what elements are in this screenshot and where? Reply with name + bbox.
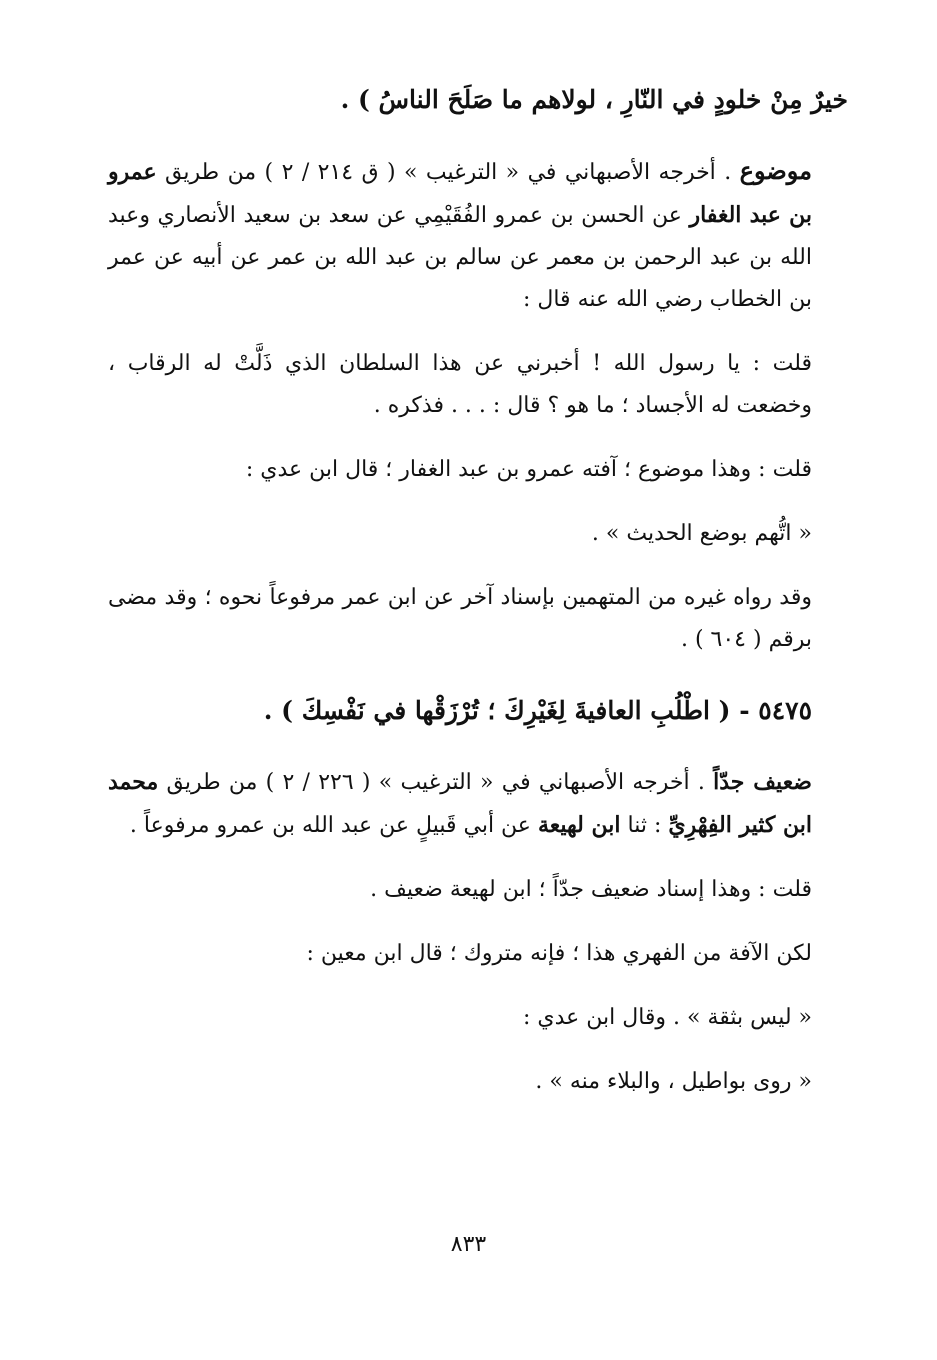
hadith-grade: موضوع <box>739 156 813 185</box>
takhrij-text: . أخرجه الأصبهاني في « الترغيب » ( ق ٢١٤ / ٢ ) من طريق <box>165 160 732 185</box>
author-comment-2: لكن الآفة من الفهري هذا ؛ فإنه متروك ؛ قال ابن معين : <box>306 941 812 966</box>
author-comment: قلت : وهذا موضوع ؛ آفته عمرو بن عبد الغفار ؛ قال ابن عدي : <box>245 457 812 482</box>
hadith-grade: ضعيف جدّاً <box>713 769 812 795</box>
quoted-verdict-2: « روى بواطيل ، والبلاء منه » . <box>535 1069 812 1094</box>
author-comment-note: وقد رواه غيره من المتهمين بإسناد آخر عن ابن عمر مرفوعاً نحوه ؛ وقد مضى برقم ( ٦٠٤ ) . <box>108 585 812 652</box>
takhrij-text: . أخرجه الأصبهاني في « الترغيب » ( ٢٢٦ / ٢ ) من طريق <box>166 770 705 795</box>
page-body <box>108 78 848 1103</box>
narrator-name: محمد ابن كثير الفِهْرِيِّ <box>108 769 812 838</box>
previous-hadith-takhrij <box>108 150 848 321</box>
hadith-5475-takhrij <box>108 761 848 847</box>
takhrij-text-continued: : ثنا <box>627 813 662 838</box>
takhrij-text-continued: عن الحسن بن عمرو الفُقَيْمِي عن سعد بن سعيد الأنصاري وعبد الله بن عبد الرحمن بن معمر عن سالم بن عبد الله بن عمر عن أبيه عن عمر بن الخطاب رضي الله عنه قال : <box>108 203 812 312</box>
quoted-verdict: « اتُّهم بوضع الحديث » . <box>591 521 812 546</box>
narrator-name: عمرو بن عبد الغفار <box>108 159 813 228</box>
hadith-context-quote: قلت : يا رسول الله ! أخبرني عن هذا السلطان الذي ذَلَّتْ له الرقاب ، وخضعت له الأجساد ؛ ما هو ؟ قال : . . . فذكره . <box>108 351 812 418</box>
author-comment: قلت : وهذا إسناد ضعيف جدّاً ؛ ابن لهيعة ضعيف . <box>370 877 812 902</box>
hadith-5475-title: ٥٤٧٥ - ( اطْلُبِ العافيةَ لِغَيْرِكَ ؛ تُرْزَقْها في نَفْسِكَ ) . <box>263 696 812 725</box>
narrator-name-2: ابن لهيعة <box>537 812 621 838</box>
takhrij-text-end: عن أبي قَبيلٍ عن عبد الله بن عمرو مرفوعاً . <box>129 813 531 838</box>
page-number: ٨٣٣ <box>450 1232 487 1257</box>
quoted-verdict: « ليس بثقة » . وقال ابن عدي : <box>522 1005 812 1030</box>
previous-hadith-title-end: خيرٌ مِنْ خلودٍ في النّارِ ، لولاهم ما صَلَحَ الناسُ ) . <box>340 85 848 114</box>
